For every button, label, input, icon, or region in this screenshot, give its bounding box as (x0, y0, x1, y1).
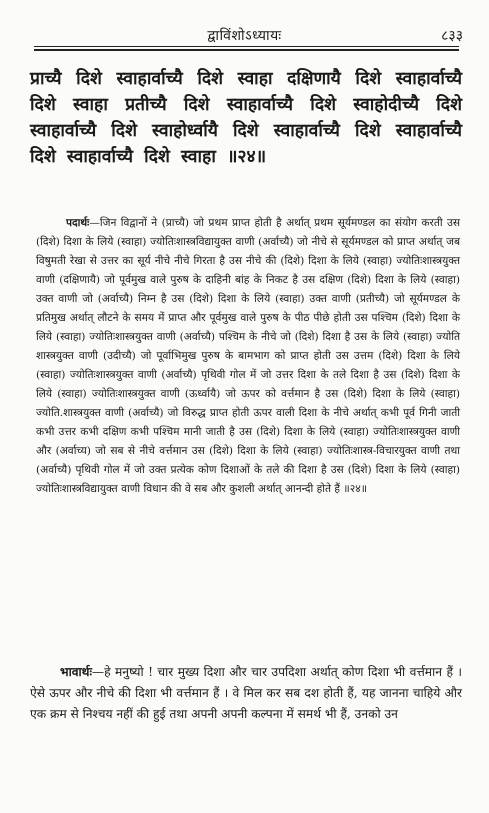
page-number: ८३३ (441, 28, 463, 44)
padartha-text: —जिन विद्वानों ने (प्राच्यै) जो प्रथम प्राप्त होती है अर्थात् प्रथम सूर्यमण्डल का संयोग करती उस (दिशे) दिशा के लिये (स्वाहा) ज्योतिःशास्त्रविद्यायुक्त वाणी (अर्वाच्यै) जो नीचे से सूर्यमण्डल को प्राप्त अर्थात् जब विषुमती रेखा से उत्तर का सूर्य नीचे नीचे गिरता है उस नीचे की (दिशे) दिशा के लिये (स्वाहा) ज्योतिःशास्त्रयुक्त वाणी (दक्षिणायै) जो पूर्वमुख वाले पुरुष के दाहिनी बांह के निकट है उस दक्षिण (दिशे) दिशा के लिये (स्वाहा) उक्त वाणी जो (अर्वाच्यै) निम्न है उस (दिशे) दिशा के लिये (स्वाहा) उक्त वाणी (प्रतीच्यै) जो सूर्यमण्डल के प्रतिमुख अर्थात् लौटने के समय में प्राप्त और पूर्वमुख वाले पुरुष के पीठ पीछे होती उस पश्चिम (दिशे) दिशा के लिये (स्वाहा) ज्योतिःशास्त्रयुक्त वाणी (अर्वाच्यै) पश्चिम के नीचे जो (दिशे) दिशा है उस के लिये (स्वाहा) ज्योति शास्त्रयुक्त वाणी (उदीच्यै) जो पूर्वाभिमुख पुरुष के बामभाग को प्राप्त होती उस उत्तम (दिशे) दिशा के लिये (स्वाहा) ज्योतिःशास्त्रयुक्त वाणी (अर्वाच्यै) पृथिवी गोल में जो उत्तर दिशा के तले दिशा है उस (दिशे) दिशा के लिये (स्वाहा) ज्योतिःशास्त्रयुक्त वाणी (ऊर्ध्वायै) जो ऊपर को वर्त्तमान है उस (दिशे) दिशा के लिये (स्वाहा) ज्योति.शास्त्रयुक्त वाणी (अर्वाच्यै) जो विरुद्ध प्राप्त होती ऊपर वाली दिशा के नीचे अर्थात् कभी पूर्व गिनी जाती कभी उत्तर कभी दक्षिण कभी पश्चिम मानी जाती है उस (दिशे) दिशा के लिये (स्वाहा) ज्योतिःशास्त्रयुक्त वाणी और (अर्वाच्य) जो सब से नीचे वर्त्तमान उस (दिशे) दिशा के लिये (स्वाहा) ज्योतिःशास्त्र-विचारयुक्त वाणी तथा (अर्वाच्यै) पृथिवी गोल में जो उक्त प्रत्येक कोण दिशाओं के तले की दिशा है उस (दिशे) दिशा के लिये (स्वाहा) ज्योतिःशास्त्रविद्यायुक्त वाणी विधान की वे सब और कुशली अर्थात् आनन्दी होते हैं ॥२४॥ (36, 217, 460, 495)
bhavartha-text: —हे मनुष्यो ! चार मुख्य दिशा और चार उपदिशा अर्थात् कोण दिशा भी वर्त्तमान हैं । ऐसे ऊपर और नीचे की दिशा भी वर्त्तमान हैं । वे मिल कर सब दश होती हैं, यह जानना चाहिये और एक क्रम से निश्चय नहीं की हुई तथा अपनी अपनी कल्पना में समर्थ भी हैं, उनको उन (30, 665, 462, 721)
header-rule-bottom (34, 49, 459, 51)
running-header (0, 26, 489, 46)
padartha-paragraph (36, 214, 460, 499)
chapter-title: द्वाविंशोऽध्यायः (207, 28, 282, 44)
header-rule-top (34, 46, 459, 47)
padartha-label: पदार्थः (66, 217, 90, 229)
mantra-verse: प्राच्यै दिशे स्वाहार्वाच्यै दिशे स्वाहा दक्षिणायै दिशे स्वाहार्वाच्यै दिशे स्वाहा प्रतीच्यै दिशे स्वाहार्वाच्यै दिशे स्वाहोदीच्यै दिशे स्वाहार्वाच्यै दिशे स्वाहोर्ध्वायै दिशे स्वाहार्वाच्यै दिशे स्वाहार्वाच्यै दिशे स्वाहार्वाच्यै दिशे स्वाहा ॥२४॥ (30, 69, 462, 167)
bhavartha-paragraph (30, 662, 462, 725)
bhavartha-label: भावार्थः (60, 665, 92, 679)
